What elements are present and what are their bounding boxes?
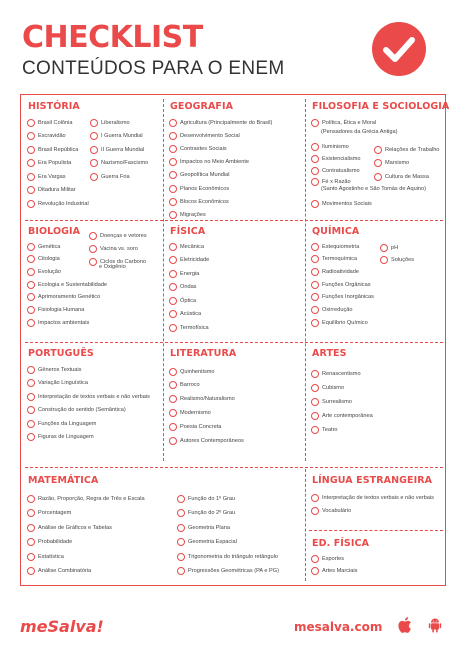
checklist-item-label: Trigonometria do triângulo retângulo — [188, 553, 278, 560]
checklist-item-label: Figuras de Linguagem — [38, 434, 94, 440]
checkbox-circle[interactable] — [27, 200, 35, 208]
checkbox-circle[interactable] — [311, 268, 319, 276]
checklist-item[interactable] — [90, 171, 130, 182]
checklist-item[interactable] — [380, 242, 398, 253]
checklist-item-label: Brasil República — [38, 146, 79, 153]
checkbox-circle[interactable] — [169, 119, 177, 127]
checkbox-circle[interactable] — [27, 379, 35, 387]
note-text: (Pensadores da Grécia Antiga) — [321, 129, 398, 135]
checkbox-circle[interactable] — [374, 146, 382, 154]
note-text: e Oxigênio — [99, 264, 126, 270]
checkbox-circle[interactable] — [27, 186, 35, 194]
checkbox-circle[interactable] — [311, 167, 319, 175]
checklist-item-label: Interpretação de textos verbais e não verbais — [322, 494, 434, 501]
checkbox-circle[interactable] — [90, 173, 98, 181]
checklist-item[interactable] — [311, 165, 360, 176]
checklist-item-label: Fisiologia Humana — [38, 307, 85, 313]
section-title: LITERATURA — [170, 348, 237, 359]
checkbox-circle[interactable] — [89, 245, 97, 253]
checkbox-circle[interactable] — [311, 255, 319, 263]
checklist-item-label: Radioatividade — [322, 268, 360, 275]
checkbox-circle[interactable] — [27, 268, 35, 276]
checklist-item-label: Citologia — [38, 256, 60, 263]
checkbox-circle[interactable] — [27, 159, 35, 167]
checklist-item[interactable] — [311, 254, 357, 265]
checkbox-circle[interactable] — [380, 244, 388, 252]
checklist-item-label: Oxirredução — [322, 307, 353, 313]
checklist-item[interactable] — [169, 241, 204, 252]
checklist-item[interactable] — [374, 171, 429, 182]
divider — [309, 530, 443, 531]
checklist-item-label: Contratualismo — [322, 167, 360, 174]
checklist-item-label: Revolução Industrial — [38, 200, 89, 207]
section-title: GEOGRAFIA — [170, 101, 234, 112]
checklist-item[interactable] — [177, 508, 235, 519]
checkbox-circle[interactable] — [90, 159, 98, 167]
section-title: FÍSICA — [170, 226, 206, 237]
checkbox-circle[interactable] — [27, 243, 35, 251]
checkbox-circle[interactable] — [27, 293, 35, 301]
checklist-item[interactable] — [169, 143, 227, 154]
checkbox-circle[interactable] — [177, 553, 185, 561]
checklist-item-label: Geometria Plana — [188, 524, 230, 531]
checklist-item-label: Migrações — [180, 211, 206, 218]
checklist-item[interactable] — [169, 380, 200, 391]
checklist-item-label: Acústica — [180, 311, 202, 317]
checkbox-circle[interactable] — [27, 495, 35, 503]
checklist-item[interactable] — [27, 537, 72, 548]
section-literatura — [163, 342, 305, 467]
checkbox-circle[interactable] — [27, 146, 35, 154]
checklist-item-label: Impactos ambientais — [38, 319, 90, 326]
checkbox-circle[interactable] — [169, 381, 177, 389]
checklist-item-label: Desenvolvimento Social — [180, 132, 240, 139]
checklist-item-label: Estequiometria — [322, 243, 360, 250]
checkbox-circle[interactable] — [27, 366, 35, 374]
checkbox-circle[interactable] — [177, 495, 185, 503]
checklist-item[interactable] — [89, 230, 147, 241]
checklist-item[interactable] — [169, 282, 196, 293]
checklist-item[interactable] — [374, 157, 409, 168]
checkbox-circle[interactable] — [169, 243, 177, 251]
checklist-item[interactable] — [27, 493, 145, 504]
checklist-item[interactable] — [27, 566, 91, 577]
checkbox-circle[interactable] — [27, 306, 35, 314]
checklist-item-label: Termoquímica — [322, 256, 358, 263]
checklist-item[interactable] — [311, 153, 361, 164]
checklist-item[interactable] — [311, 396, 352, 407]
checkbox-circle[interactable] — [169, 270, 177, 278]
checklist-item-label: Realismo/Naturalismo — [180, 396, 235, 403]
checkbox-circle[interactable] — [169, 211, 177, 219]
checklist-item-label: Guerra Fria — [101, 173, 130, 180]
checklist-item[interactable] — [27, 171, 66, 182]
checklist-item-label: Ciclos do Carbono — [100, 258, 147, 265]
checklist-item-label: Construção do sentido (Semântica) — [38, 407, 126, 413]
checkbox-circle[interactable] — [169, 283, 177, 291]
checklist-item[interactable] — [169, 322, 209, 333]
checklist-item-label: Evolução — [38, 268, 62, 275]
section-title: PORTUGUÊS — [28, 348, 94, 359]
checklist-item[interactable] — [177, 551, 278, 562]
checklist-item[interactable] — [169, 435, 244, 446]
checklist-item-label: Era Vargas — [38, 173, 66, 180]
checkbox-circle[interactable] — [89, 232, 97, 240]
checklist-item[interactable] — [169, 209, 206, 220]
section-title: ED. FÍSICA — [312, 538, 370, 549]
checklist-item[interactable] — [311, 424, 338, 435]
checklist-item-label: Impactos no Meio Ambiente — [180, 159, 250, 166]
checklist-item-label: Era Populista — [38, 160, 72, 166]
checklist-item-label: Genética — [38, 243, 61, 250]
checklist-item[interactable] — [311, 266, 359, 277]
checklist-item-label: Funções Orgânicas — [322, 281, 371, 288]
checkbox-circle[interactable] — [311, 384, 319, 392]
checkbox-circle[interactable] — [177, 509, 185, 517]
section-title: MATEMÁTICA — [28, 475, 99, 486]
check-circle-icon — [372, 22, 426, 76]
section-title: QUÍMICA — [312, 226, 360, 237]
checklist-item[interactable] — [169, 255, 209, 266]
checklist-item-label: Doenças e vetores — [100, 232, 147, 239]
checkbox-circle[interactable] — [311, 119, 319, 127]
section-geografia — [163, 95, 305, 220]
checklist-item-label: Ditadura Militar — [38, 187, 76, 193]
checklist-item[interactable] — [177, 566, 279, 577]
section-historia — [21, 95, 163, 220]
checklist-item-label: Movimentos Sociais — [322, 200, 372, 207]
checklist-item[interactable] — [311, 292, 374, 303]
checklist-item[interactable] — [27, 432, 94, 443]
checklist-item[interactable] — [311, 505, 351, 516]
checklist-item[interactable] — [311, 141, 349, 152]
checklist-item-label: Gêneros Textuais — [38, 366, 82, 373]
checkbox-circle[interactable] — [311, 567, 319, 575]
checklist-item[interactable] — [311, 279, 371, 290]
checklist-item[interactable] — [27, 364, 81, 375]
checkbox-circle[interactable] — [27, 420, 35, 428]
checklist-item-label: Função do 1º Grau — [188, 495, 236, 502]
checkbox-circle[interactable] — [169, 395, 177, 403]
checklist-item[interactable] — [27, 279, 107, 290]
checklist-item-label: Progressões Geométricas (PA e PG) — [188, 568, 279, 574]
checklist-item-label: Termofísica — [180, 324, 209, 331]
checklist-item-label: Cultura de Massa — [385, 173, 429, 180]
divider — [25, 467, 443, 468]
checklist-item-label: Existencialismo — [322, 155, 361, 162]
checklist-item[interactable] — [27, 522, 112, 533]
checkbox-circle[interactable] — [90, 132, 98, 140]
checklist-item[interactable] — [311, 117, 376, 128]
checklist-item[interactable] — [27, 158, 71, 169]
checklist-item-label: Contrastes Sociais — [180, 145, 227, 152]
checkbox-circle[interactable] — [374, 159, 382, 167]
checklist-item[interactable] — [311, 553, 344, 564]
section-title: BIOLOGIA — [28, 226, 81, 237]
checklist-item-label: Arte contemporânea — [322, 412, 373, 419]
section-portugues — [21, 342, 163, 467]
checklist-item[interactable] — [311, 241, 359, 252]
checklist-item[interactable] — [90, 131, 143, 142]
checklist-item-label: Funções da Linguagem — [38, 420, 97, 427]
checkbox-circle[interactable] — [27, 119, 35, 127]
checkbox-circle[interactable] — [27, 524, 35, 532]
checkbox-circle[interactable] — [169, 437, 177, 445]
checklist-item-label: Ondas — [180, 284, 197, 290]
checklist-item[interactable] — [89, 243, 138, 254]
checklist-item-label: I Guerra Mundial — [101, 133, 143, 139]
checklist-card — [20, 94, 450, 586]
checklist-item-label: Fé x Razão — [322, 178, 351, 185]
checkbox-circle[interactable] — [177, 538, 185, 546]
checkbox-circle[interactable] — [27, 132, 35, 140]
section-lingua — [305, 469, 447, 530]
checkbox-circle[interactable] — [27, 553, 35, 561]
checklist-item[interactable] — [311, 368, 361, 379]
checklist-item-label: Renascentismo — [322, 370, 361, 377]
section-matematica — [21, 469, 305, 585]
checkbox-circle[interactable] — [311, 178, 319, 186]
checklist-item[interactable] — [311, 566, 357, 577]
checklist-item[interactable] — [177, 537, 237, 548]
checklist-item-label: Artes Marciais — [322, 568, 358, 574]
checklist-item-label: Autores Contemporâneos — [180, 437, 244, 444]
checklist-item[interactable] — [311, 492, 434, 503]
checkbox-circle[interactable] — [311, 293, 319, 301]
section-title: FILOSOFIA E SOCIOLOGIA — [312, 101, 450, 112]
apple-icon[interactable] — [398, 617, 412, 633]
checklist-item[interactable] — [169, 183, 229, 194]
checkbox-circle[interactable] — [169, 324, 177, 332]
checklist-item[interactable] — [90, 158, 148, 169]
checklist-item[interactable] — [311, 317, 368, 328]
checkbox-circle[interactable] — [169, 185, 177, 193]
checklist-item[interactable] — [27, 131, 66, 142]
checklist-item[interactable] — [311, 382, 344, 393]
section-artes — [305, 342, 447, 467]
checkbox-circle[interactable] — [169, 297, 177, 305]
checklist-item[interactable] — [27, 241, 60, 252]
checklist-item-label: Soluções — [391, 256, 415, 263]
checklist-item-label: Geometria Espacial — [188, 539, 237, 545]
checklist-item[interactable] — [177, 493, 235, 504]
checkbox-circle[interactable] — [380, 256, 388, 264]
checklist-item[interactable] — [27, 198, 89, 209]
checklist-item-label: Estatística — [38, 553, 64, 560]
checklist-item[interactable] — [311, 305, 352, 316]
checklist-item-label: Planos Econômicos — [180, 185, 230, 192]
checkbox-circle[interactable] — [311, 143, 319, 151]
checkbox-circle[interactable] — [311, 494, 319, 502]
page-title: CHECKLIST — [22, 20, 203, 55]
checkbox-circle[interactable] — [27, 173, 35, 181]
checklist-item[interactable] — [177, 522, 230, 533]
checklist-item[interactable] — [374, 144, 439, 155]
checklist-item[interactable] — [27, 266, 61, 277]
checklist-item-label: Barroco — [180, 382, 200, 389]
checklist-item-label: Porcentagem — [38, 510, 72, 516]
checkbox-circle[interactable] — [311, 243, 319, 251]
site-url[interactable]: mesalva.com — [294, 620, 383, 634]
checklist-item-label: Vacina vs. soro — [100, 245, 138, 252]
checklist-item-label: Vocabulário — [322, 507, 352, 514]
checkbox-circle[interactable] — [27, 509, 35, 517]
checklist-item[interactable] — [27, 185, 76, 196]
checkbox-circle[interactable] — [27, 433, 35, 441]
checkbox-circle[interactable] — [90, 119, 98, 127]
checklist-item[interactable] — [27, 418, 96, 429]
checkbox-circle[interactable] — [374, 173, 382, 181]
checklist-item[interactable] — [311, 410, 373, 421]
checkbox-circle[interactable] — [311, 507, 319, 515]
checklist-item-label: Brasil Colônia — [38, 119, 73, 126]
checklist-item-label: Cubismo — [322, 384, 345, 391]
section-biologia — [21, 220, 163, 342]
page-subtitle: CONTEÚDOS PARA O ENEM — [22, 58, 285, 79]
checklist-item[interactable] — [27, 378, 88, 389]
checklist-item-label: Escravidão — [38, 133, 66, 139]
checklist-item-label: Nazismo/Fascismo — [101, 160, 149, 166]
checklist-item-label: II Guerra Mundial — [101, 146, 145, 153]
checkbox-circle[interactable] — [311, 398, 319, 406]
section-fisica — [163, 220, 305, 342]
checkbox-circle[interactable] — [311, 412, 319, 420]
checkbox-circle[interactable] — [27, 393, 35, 401]
checklist-item-label: Probabilidade — [38, 539, 73, 545]
checkbox-circle[interactable] — [169, 409, 177, 417]
checkbox-circle[interactable] — [169, 132, 177, 140]
checkbox-circle[interactable] — [169, 368, 177, 376]
checkbox-circle[interactable] — [311, 319, 319, 327]
checklist-item-label: Poesia Concreta — [180, 423, 222, 430]
checklist-item-label: Marxismo — [385, 159, 410, 166]
checklist-item[interactable] — [169, 394, 235, 405]
checklist-item[interactable] — [90, 117, 130, 128]
checklist-item[interactable] — [169, 157, 249, 168]
checklist-item-label: Razão, Proporção, Regra de Três e Escala — [38, 495, 145, 502]
checkbox-circle[interactable] — [169, 158, 177, 166]
checklist-item-label: Aprimoramento Genético — [38, 294, 101, 301]
checklist-item-label: Equilíbrio Químico — [322, 319, 368, 326]
checklist-item[interactable] — [169, 295, 196, 306]
checklist-item-label: pH — [391, 244, 399, 251]
checklist-item[interactable] — [27, 391, 150, 402]
checkbox-circle[interactable] — [169, 256, 177, 264]
note-text: (Santo Agostinho e São Tomás de Aquino) — [321, 186, 427, 192]
checklist-item[interactable] — [27, 508, 71, 519]
checkbox-circle[interactable] — [311, 281, 319, 289]
checklist-item[interactable] — [90, 144, 144, 155]
checklist-item-label: Mecânica — [180, 243, 204, 250]
checklist-item-label: Análise de Gráficos e Tabelas — [38, 524, 112, 531]
checklist-item[interactable] — [27, 144, 78, 155]
checklist-item[interactable] — [169, 407, 211, 418]
checkbox-circle[interactable] — [311, 155, 319, 163]
section-title: HISTÓRIA — [28, 101, 80, 112]
checklist-item-label: Óptica — [180, 297, 197, 304]
checkbox-circle[interactable] — [311, 306, 319, 314]
checklist-item-label: Relações de Trabalho — [385, 146, 440, 153]
checklist-item-label: Geopolítica Mundial — [180, 172, 230, 179]
checklist-item-label: Política, Ética e Moral — [322, 119, 377, 126]
checkbox-circle[interactable] — [27, 538, 35, 546]
checklist-item[interactable] — [169, 309, 201, 320]
checklist-item-label: Variação Linguística — [38, 380, 88, 386]
checklist-item[interactable] — [380, 254, 414, 265]
checklist-item[interactable] — [311, 198, 372, 209]
checklist-item[interactable] — [27, 305, 84, 316]
checklist-item-label: Modernismo — [180, 409, 211, 416]
checkbox-circle[interactable] — [89, 258, 97, 266]
checklist-item[interactable] — [169, 366, 215, 377]
checkbox-circle[interactable] — [27, 406, 35, 414]
checkbox-circle[interactable] — [169, 198, 177, 206]
checkbox-circle[interactable] — [90, 146, 98, 154]
section-edfisica — [305, 532, 447, 585]
checklist-item-label: Eletricidade — [180, 257, 210, 263]
checklist-item[interactable] — [27, 254, 60, 265]
checklist-item[interactable] — [27, 117, 73, 128]
checklist-item-label: Blocos Econômicos — [180, 198, 229, 205]
checklist-item[interactable] — [169, 421, 221, 432]
section-filosofia — [305, 95, 450, 220]
section-quimica — [305, 220, 447, 342]
checkbox-circle[interactable] — [311, 555, 319, 563]
checklist-item[interactable] — [27, 405, 126, 416]
checkbox-circle[interactable] — [27, 319, 35, 327]
checkbox-circle[interactable] — [169, 423, 177, 431]
checklist-item-label: Interpretação de textos verbais e não verbais — [38, 393, 150, 400]
checkbox-circle[interactable] — [311, 370, 319, 378]
checklist-item[interactable] — [27, 551, 64, 562]
checklist-item-label: Teatro — [322, 426, 338, 433]
checklist-item[interactable] — [169, 117, 272, 128]
checklist-item[interactable] — [169, 170, 229, 181]
checkbox-circle[interactable] — [169, 310, 177, 318]
section-title: ARTES — [312, 348, 347, 359]
checkbox-circle[interactable] — [169, 171, 177, 179]
checkbox-circle[interactable] — [27, 567, 35, 575]
checkbox-circle[interactable] — [177, 567, 185, 575]
brand-logo: meSalva! — [20, 617, 104, 636]
checklist-item[interactable] — [27, 292, 100, 303]
checklist-item-label: Surrealismo — [322, 398, 352, 405]
checklist-item-label: Função do 2º Grau — [188, 510, 236, 516]
checkbox-circle[interactable] — [169, 145, 177, 153]
checklist-item[interactable] — [169, 130, 240, 141]
checklist-item-label: Liberalismo — [101, 119, 130, 126]
checklist-item-label: Ecologia e Sustentabilidade — [38, 281, 108, 288]
checkbox-circle[interactable] — [27, 255, 35, 263]
checkbox-circle[interactable] — [177, 524, 185, 532]
checklist-item[interactable] — [169, 196, 229, 207]
checkbox-circle[interactable] — [311, 200, 319, 208]
checklist-item-label: Quinhentismo — [180, 368, 215, 375]
checklist-item-label: Análise Combinatória — [38, 568, 92, 574]
checklist-item[interactable] — [169, 268, 199, 279]
android-icon[interactable] — [428, 617, 442, 633]
checklist-item-label: Agricultura (Principalmente do Brasil) — [180, 119, 273, 126]
checkbox-circle[interactable] — [27, 281, 35, 289]
checklist-item[interactable] — [27, 317, 89, 328]
checkbox-circle[interactable] — [311, 426, 319, 434]
checklist-item-label: Iluminismo — [322, 143, 349, 150]
section-title: LÍNGUA ESTRANGEIRA — [312, 475, 433, 486]
checklist-item-label: Energia — [180, 270, 200, 277]
checklist-item-label: Funções Inorgânicas — [322, 294, 374, 301]
checklist-item-label: Esportes — [322, 555, 345, 562]
